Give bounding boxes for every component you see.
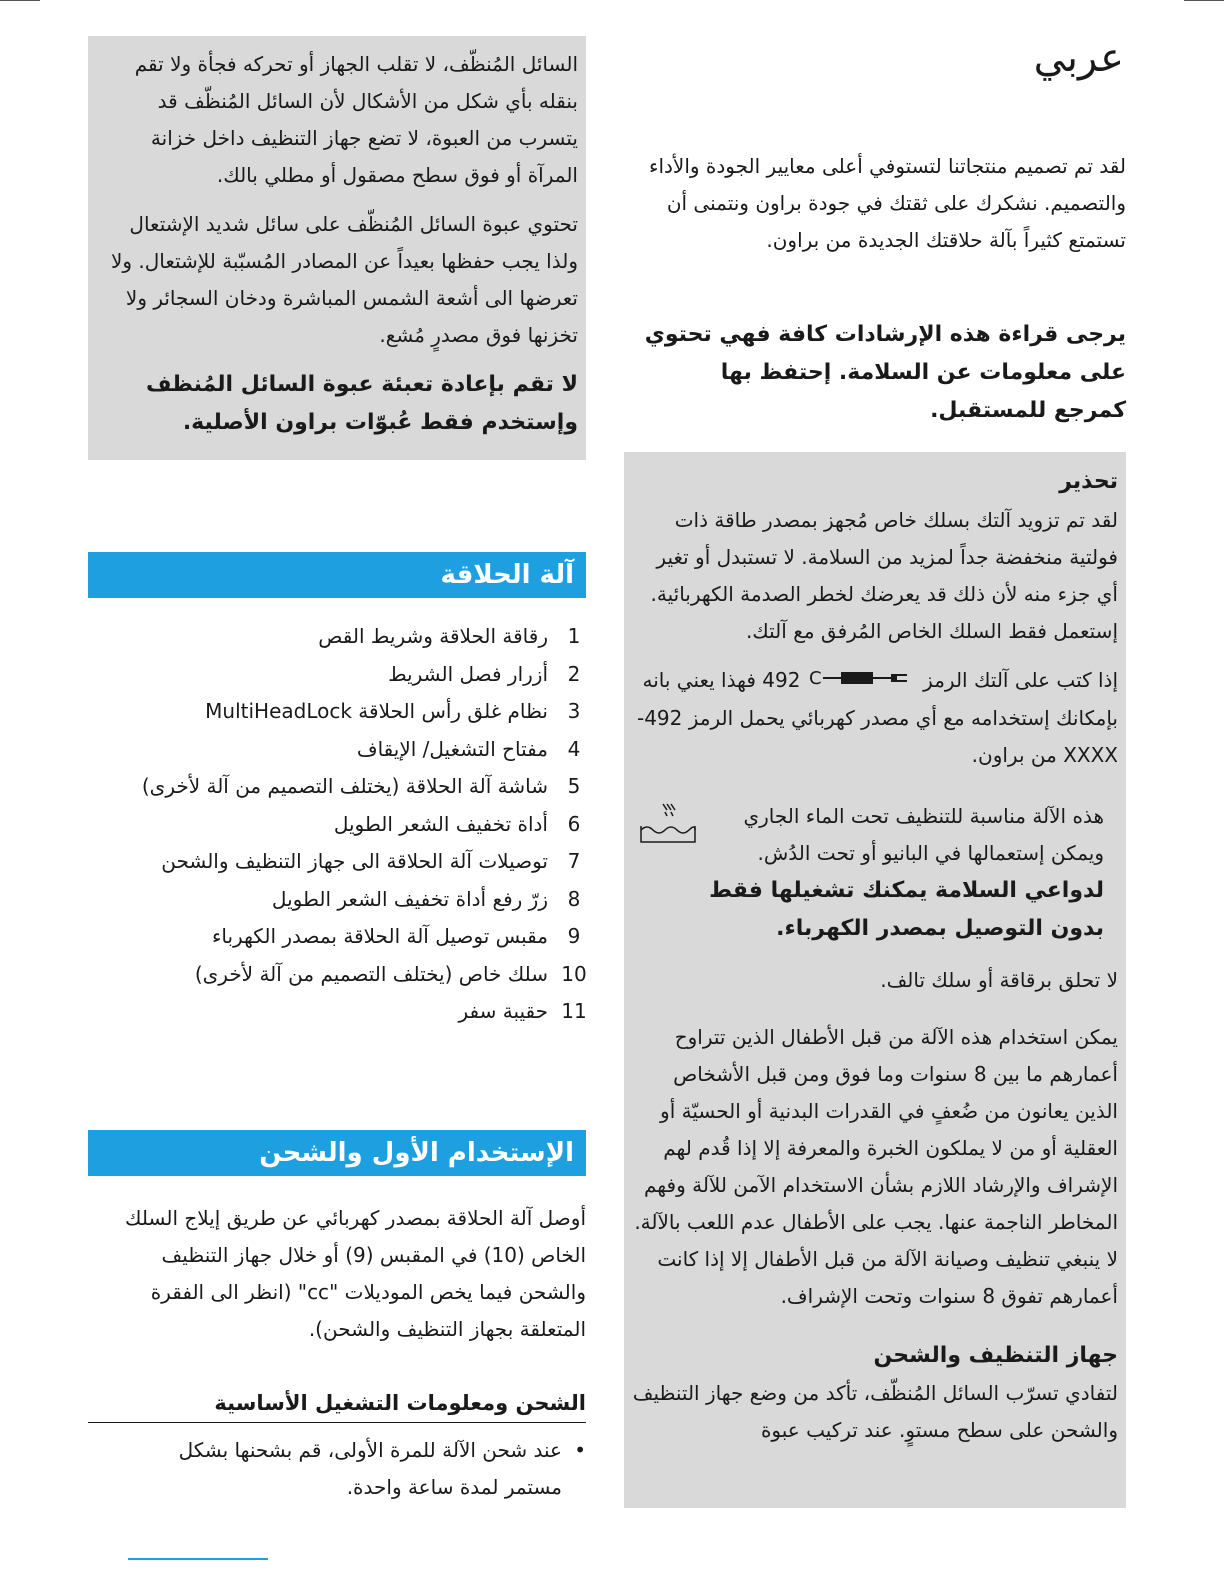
shaver-part-number: 2 [567,661,581,686]
shaver-part-label: سلك خاص (يختلف التصميم من آلة لأخرى) [194,961,548,986]
shaver-part-number: 4 [567,736,581,761]
shaver-part-item [88,693,600,731]
refill-warning-bold: لا تقم بإعادة تعبئة عبوة السائل المُنظف وإستخدم فقط عُبوّات براون الأصلية. [145,372,578,435]
warning-continued-paragraph-2: تحتوي عبوة السائل المُنظّف على سائل شديد الإشتعال ولذا يجب حفظها بعيداً عن المصادر المُسبّبة للإشتعال. ولا تعرضها الى أشعة الشمس المباشرة ودخان السجائر ولا تخزنها فوق مصدرٍ مُشع. [110,212,578,347]
shaver-section-heading: آلة الحلاقة [88,552,586,598]
shower-icon [632,798,704,948]
shaver-part-label: زرّ رفع أداة تخفيف الشعر الطويل [271,886,548,911]
shaver-part-number: 8 [567,886,581,911]
safety-notice: يرجى قراءة هذه الإرشادات كافة فهي تحتوي على معلومات عن السلامة. إحتفظ بها كمرجع للمستقبل. [644,322,1126,423]
warning-continued-paragraph-1: السائل المُنظّف، لا تقلب الجهاز أو تحركه فجأة ولا تقم بنقله بأي شكل من الأشكال لأن السائل المُنظّف قد يتسرب من العبوة، لا تضع جهاز التنظيف داخل خزانة المرآة أو فوق سطح مصقول أو مطلي بالك. [134,52,578,187]
shaver-part-label: أداة تخفيف الشعر الطويل [333,811,548,836]
shaver-part-number: 6 [567,811,581,836]
crop-mark-top-right [1184,0,1224,1]
symbol-code: 492 [762,668,801,692]
shaver-part-label: حقيبة سفر [458,999,548,1023]
shaver-part-item [88,918,600,956]
warning-paragraph-1: لقد تم تزويد آلتك بسلك خاص مُجهز بمصدر طاقة ذات فولتية منخفضة جداً لمزيد من السلامة. لا تستبدل أو تغير أي جزء منه لأن ذلك قد يعرضك لخطر الصدمة الكهربائية. إستعمل فقط السلك الخاص المُرفق مع آلتك. [650,508,1118,643]
children-safety-paragraph: يمكن استخدام هذه الآلة من قبل الأطفال الذين تتراوح أعمارهم ما بين 8 سنوات وما فوق ومن قبل الأشخاص الذين يعانون من ضُعفٍ في القدرات البدنية أو الحسيّة أو العقلية أو من لا يملكون الخبرة والمعرفة إلا إذا قُدم لهم الإشراف والإرشاد اللازم بشأن الاستخدام الآمن للآلة وفهم المخاطر الناجمة عنها. يجب على الأطفال عدم اللعب بالآلة. لا ينبغي تنظيف وصيانة الآلة من قبل الأطفال إلا إذا كانت أعمارهم تفوق 8 سنوات وتحت الإشراف. [634,1025,1118,1308]
bottom-page-rule [128,1558,268,1560]
shaver-part-item [88,993,600,1031]
shaver-part-item [88,656,600,694]
shaver-part-number: 1 [567,624,581,648]
shaver-part-item [88,806,600,844]
warning-continued-box [88,36,586,460]
water-safety-bold: لدواعي السلامة يمكنك تشغيلها فقط بدون التوصيل بمصدر الكهرباء. [709,878,1104,941]
shaver-part-item [88,881,600,919]
warning-title: تحذير [1059,469,1118,494]
shaver-part-label: نظام غلق رأس الحلاقة MultiHeadLock [205,699,548,723]
shaver-part-number: 7 [567,849,581,873]
charging-bullet-item [120,1432,586,1506]
language-heading: عربي [1033,35,1124,81]
symbol-explanation-text: فهذا يعني بانه بإمكانك إستخدامه مع أي مصدر كهربائي يحمل الرمز 492-XXXX من براون. [636,668,1118,767]
shaver-part-label: شاشة آلة الحلاقة (يختلف التصميم من آلة لأخرى) [141,774,548,798]
svg-text:C: C [808,668,822,688]
shaver-part-label: توصيلات آلة الحلاقة الى جهاز التنظيف والشحن [161,849,548,873]
plug-symbol-icon [807,663,917,700]
shaver-part-item [88,956,600,994]
shaver-part-label: رقاقة الحلاقة وشريط القص [318,624,548,648]
intro-paragraph: لقد تم تصميم منتجاتنا لتستوفي أعلى معايير الجودة والأداء والتصميم. نشكرك على ثقتك في جودة براون ونتمنى أن تستمتع كثيراً بآلة حلاقتك الجديدة من براون. [649,154,1126,252]
shaver-part-number: 10 [561,961,587,986]
crop-mark-top-left [0,0,40,1]
bullet-mark: • [574,1438,586,1462]
warning-paragraph-2 [632,662,1118,774]
warning-box [624,452,1126,1508]
shaver-part-item [88,768,600,806]
shaver-part-number: 9 [567,924,581,948]
shaver-part-item [88,843,600,881]
shaver-part-item [88,618,600,656]
charging-bullet-text: عند شحن الآلة للمرة الأولى، قم بشحنها بشكل مستمر لمدة ساعة واحدة. [178,1438,562,1499]
shaver-parts-list [88,618,600,1031]
symbol-intro-text: إذا كتب على آلتك الرمز [923,668,1118,692]
station-paragraph: لتفادي تسرّب السائل المُنظّف، تأكد من وضع جهاز التنظيف والشحن على سطح مستوٍ. عند تركيب عبوة [632,1381,1118,1442]
shaver-part-number: 11 [561,999,587,1023]
shaver-part-label: مفتاح التشغيل/ الإيقاف [356,736,548,761]
water-use-paragraph: هذه الآلة مناسبة للتنظيف تحت الماء الجاري ويمكن إستعمالها في البانيو أو تحت الدُش. [743,804,1104,865]
shaver-part-label: مقبس توصيل آلة الحلاقة بمصدر الكهرباء [211,924,548,948]
charging-subheading: الشحن ومعلومات التشغيل الأساسية [88,1384,586,1423]
first-use-paragraph: أوصل آلة الحلاقة بمصدر كهربائي عن طريق إيلاج السلك الخاص (10) في المقبس (9) أو خلال جهاز التنظيف والشحن فيما يخص الموديلات "cc" (انظر الى الفقرة المتعلقة بجهاز التنظيف والشحن). [125,1206,586,1341]
station-title: جهاز التنظيف والشحن [873,1343,1118,1368]
first-use-section-heading: الإستخدام الأول والشحن [88,1130,586,1176]
shaver-part-number: 5 [567,774,581,798]
damaged-foil-warning: لا تحلق برقاقة أو سلك تالف. [880,968,1118,992]
shaver-part-label: أزرار فصل الشريط [388,661,548,686]
shaver-part-number: 3 [567,699,581,723]
shaver-part-item [88,731,600,769]
